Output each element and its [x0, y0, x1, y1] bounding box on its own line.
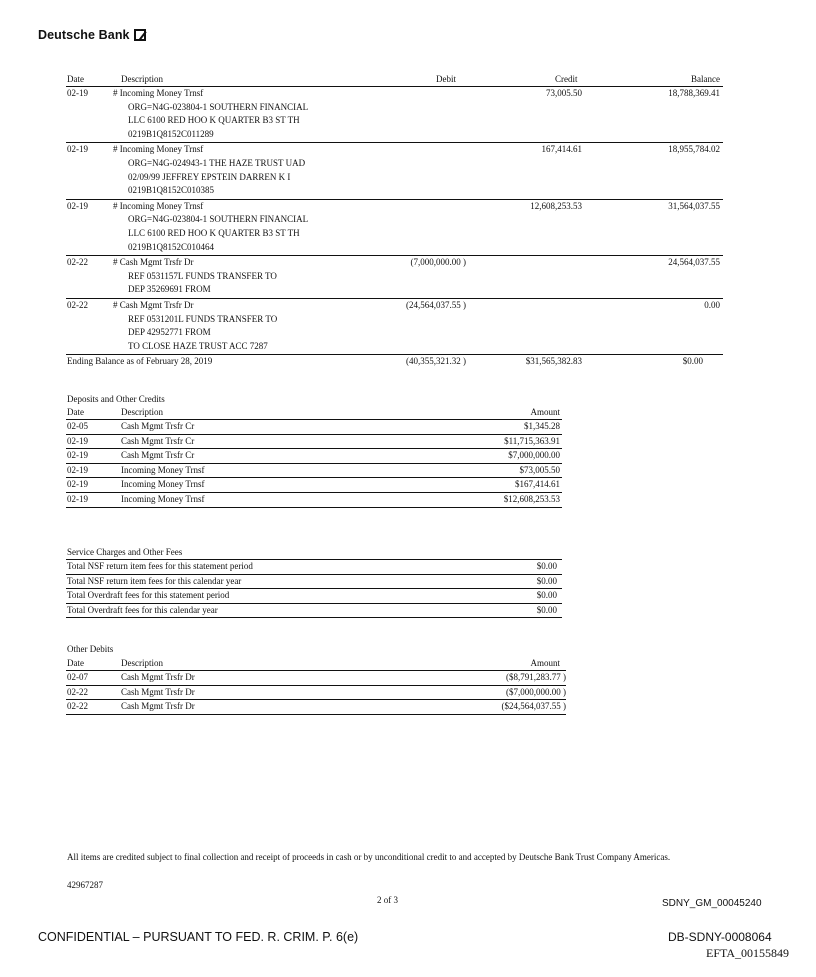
deposit-amount: $12,608,253.53	[503, 493, 560, 504]
fee-label: Total Overdraft fees for this statement period	[67, 590, 230, 601]
debit-date: 02-22	[67, 686, 88, 697]
account-reference: 42967287	[67, 880, 103, 890]
page-number: 2 of 3	[377, 895, 398, 905]
transaction-detail-line: REF 0531157L FUNDS TRANSFER TO	[128, 270, 277, 281]
debits-table	[66, 658, 566, 715]
transaction-balance: 18,788,369.41	[668, 88, 720, 98]
deposit-description: Cash Mgmt Trsfr Cr	[121, 435, 195, 446]
fee-row	[66, 589, 562, 604]
col-balance: Balance	[691, 74, 720, 84]
transaction-description: # Incoming Money Trnsf	[113, 88, 204, 98]
transaction-detail-line: 0219B1Q8152C011289	[128, 128, 214, 139]
deposit-date: 02-19	[67, 479, 88, 490]
debits-title: Other Debits	[67, 644, 114, 654]
deposits-title: Deposits and Other Credits	[67, 394, 165, 404]
deposit-row	[66, 493, 562, 508]
debit-date: 02-07	[67, 672, 88, 682]
bank-logo	[38, 28, 146, 42]
transaction-detail-line: LLC 6100 RED HOO K QUARTER B3 ST TH	[128, 227, 300, 238]
transaction-description: # Incoming Money Trnsf	[113, 144, 204, 155]
transaction-date: 02-22	[67, 299, 88, 310]
fees-table	[66, 559, 562, 618]
fee-amount: $0.00	[536, 590, 557, 601]
debit-amount: ($7,000,000.00 )	[506, 686, 566, 697]
deposit-amount: $11,715,363.91	[504, 435, 560, 446]
transaction-detail-line: LLC 6100 RED HOO K QUARTER B3 ST TH	[128, 115, 300, 126]
debit-description: Cash Mgmt Trsfr Dr	[121, 672, 195, 682]
debits-col-description: Description	[121, 658, 163, 668]
transaction-detail-line: DEP 35269691 FROM	[128, 284, 211, 295]
transaction-row	[66, 299, 723, 355]
transaction-row	[66, 200, 723, 256]
col-date: Date	[67, 74, 84, 84]
transaction-detail-line: ORG=N4G-023804-1 SOUTHERN FINANCIAL	[128, 101, 309, 112]
deutsche-bank-slash-icon	[134, 29, 146, 41]
ending-balance: $0.00	[682, 356, 703, 367]
deposit-description: Cash Mgmt Trsfr Cr	[121, 450, 195, 461]
deposit-row	[66, 435, 562, 450]
deposit-date: 02-19	[67, 450, 88, 461]
deposits-col-description: Description	[121, 407, 163, 417]
fee-row	[66, 560, 562, 575]
confidential-notice: CONFIDENTIAL – PURSUANT TO FED. R. CRIM. P. 6(e)	[38, 930, 359, 944]
deposit-description: Incoming Money Trnsf	[121, 479, 205, 490]
deposit-date: 02-19	[67, 464, 88, 475]
debit-amount: ($8,791,283.77 )	[506, 672, 566, 682]
transaction-detail-line: REF 0531201L FUNDS TRANSFER TO	[128, 313, 278, 324]
deposits-header	[66, 407, 562, 420]
transaction-detail-line: TO CLOSE HAZE TRUST ACC 7287	[128, 340, 268, 351]
debits-col-amount: Amount	[530, 658, 560, 668]
ending-balance-row	[66, 355, 723, 369]
fee-row	[66, 604, 562, 619]
deposit-description: Incoming Money Trnsf	[121, 464, 205, 475]
transaction-description: # Cash Mgmt Trsfr Dr	[113, 299, 194, 310]
transactions-table	[66, 73, 723, 369]
fee-label: Total Overdraft fees for this calendar year	[67, 604, 218, 615]
col-debit: Debit	[436, 74, 456, 84]
fees-title: Service Charges and Other Fees	[67, 547, 183, 557]
transaction-detail-line: 0219B1Q8152C010464	[128, 241, 215, 252]
debit-amount: ($24,564,037.55 )	[501, 701, 566, 712]
transaction-credit: 167,414.61	[541, 144, 582, 155]
efta-number: EFTA_00155849	[706, 946, 790, 960]
transaction-balance: 24,564,037.55	[668, 257, 720, 268]
debit-description: Cash Mgmt Trsfr Dr	[121, 701, 195, 712]
transaction-detail-line: ORG=N4G-024943-1 THE HAZE TRUST UAD	[128, 157, 306, 168]
bank-name: Deutsche Bank	[38, 28, 130, 42]
fee-row	[66, 575, 562, 590]
footer-disclaimer: All items are credited subject to final collection and receipt of proceeds in cash or by unconditional credit to and accepted by Deutsche Bank Trust Company Americas.	[67, 852, 671, 862]
fee-amount: $0.00	[536, 575, 557, 586]
fee-label: Total NSF return item fees for this statement period	[67, 561, 253, 571]
ending-credit: $31,565,382.83	[525, 356, 582, 367]
transaction-detail-line: 02/09/99 JEFFREY EPSTEIN DARREN K I	[128, 171, 291, 182]
transaction-detail-line: ORG=N4G-023804-1 SOUTHERN FINANCIAL	[128, 214, 309, 225]
transaction-balance: 31,564,037.55	[668, 200, 720, 211]
deposits-col-date: Date	[67, 407, 84, 417]
debit-row	[66, 671, 566, 686]
deposit-amount: $167,414.61	[515, 479, 560, 490]
debit-row	[66, 700, 566, 715]
transaction-debit: (7,000,000.00 )	[410, 257, 466, 268]
transaction-description: # Cash Mgmt Trsfr Dr	[113, 257, 194, 268]
fee-label: Total NSF return item fees for this calendar year	[67, 575, 242, 586]
deposits-col-amount: Amount	[530, 407, 560, 417]
transaction-credit: 73,005.50	[546, 88, 582, 98]
transaction-date: 02-19	[67, 88, 88, 98]
debit-row	[66, 686, 566, 701]
deposit-description: Incoming Money Trnsf	[121, 493, 205, 504]
ending-debit: (40,355,321.32 )	[406, 356, 466, 367]
debit-date: 02-22	[67, 701, 88, 712]
col-credit: Credit	[555, 74, 578, 84]
bates-gm-number: SDNY_GM_00045240	[662, 898, 762, 909]
transaction-detail-line: 0219B1Q8152C010385	[128, 185, 215, 196]
transaction-date: 02-19	[67, 200, 88, 211]
transaction-date: 02-19	[67, 144, 88, 155]
col-description: Description	[121, 74, 163, 84]
deposit-date: 02-05	[67, 421, 88, 431]
ending-label: Ending Balance as of February 28, 2019	[67, 356, 213, 367]
transactions-header	[66, 73, 723, 87]
deposit-row	[66, 464, 562, 479]
deposit-amount: $7,000,000.00	[508, 450, 560, 461]
transaction-balance: 0.00	[704, 299, 720, 310]
deposits-table	[66, 407, 562, 508]
deposit-date: 02-19	[67, 493, 88, 504]
debits-col-date: Date	[67, 658, 84, 668]
deposit-amount: $1,345.28	[524, 421, 560, 431]
transaction-row	[66, 87, 723, 143]
transaction-debit: (24,564,037.55 )	[406, 299, 466, 310]
fee-amount: $0.00	[536, 561, 557, 571]
debits-header	[66, 658, 566, 671]
debit-description: Cash Mgmt Trsfr Dr	[121, 686, 195, 697]
transaction-detail-line: DEP 42952771 FROM	[128, 327, 211, 338]
deposit-date: 02-19	[67, 435, 88, 446]
fee-amount: $0.00	[536, 604, 557, 615]
bates-db-number: DB-SDNY-0008064	[668, 930, 772, 944]
transaction-description: # Incoming Money Trnsf	[113, 200, 204, 211]
deposit-description: Cash Mgmt Trsfr Cr	[121, 421, 195, 431]
transaction-row	[66, 143, 723, 199]
deposit-row	[66, 449, 562, 464]
deposit-row	[66, 478, 562, 493]
transaction-balance: 18,955,784.02	[668, 144, 720, 155]
deposit-row	[66, 420, 562, 435]
deposit-amount: $73,005.50	[519, 464, 560, 475]
transaction-date: 02-22	[67, 257, 88, 268]
transaction-credit: 12,608,253.53	[530, 200, 582, 211]
transaction-row	[66, 256, 723, 299]
